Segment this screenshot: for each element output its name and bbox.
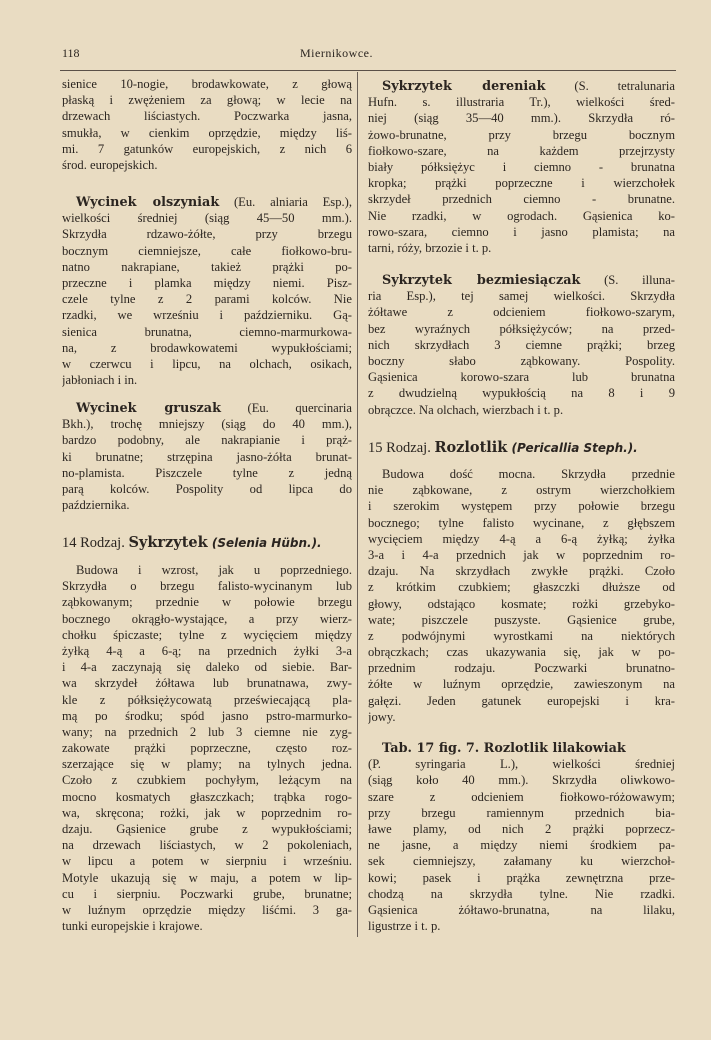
text-line (368, 918, 675, 934)
text-line (62, 708, 352, 724)
paragraph (368, 740, 675, 934)
line-text: ząbkowanym; przednie w połowie brzegu (62, 595, 352, 610)
species-name: Sykrzytek dereniak (382, 79, 546, 94)
line-text: z dwudzielną wypukłością na 8 i 9 (368, 386, 675, 401)
heading-prefix: 15 Rodzaj. (368, 440, 435, 456)
heading-line (62, 533, 352, 553)
text-line (368, 693, 675, 709)
line-text: i 4-a zaczynają się daleko od siebie. Bar- (62, 660, 352, 675)
line-text: ligustrze i t. p. (368, 919, 441, 934)
heading-latin-name: (Pericallia Steph.). (507, 441, 638, 455)
heading-genus-name: Sykrzytek (128, 534, 208, 551)
line-text: chodzą na skrzydła tylne. Nie rzadki. (368, 886, 675, 901)
text-line (62, 740, 352, 756)
line-text: obrączkach; czas ukazywania się, jak w po- (368, 645, 675, 660)
species-name: Tab. 17 fig. 7. Rozlotlik lilakowiak (382, 741, 626, 756)
text-line (62, 756, 352, 772)
line-text: tarni, róży, brzozie i t. p. (368, 240, 492, 255)
line-text: mocno kosmatych głaszczkach; trąbka rogo- (62, 789, 352, 804)
line-text: drzewach liściastych. Poczwarka jasna, (62, 109, 352, 124)
line-text: jowy. (368, 709, 396, 724)
text-line (368, 531, 675, 547)
text-line (368, 110, 675, 126)
text-line (368, 224, 675, 240)
line-text: skrzydeł przednich ciemno - brunatne. (368, 192, 675, 207)
text-line (368, 740, 675, 756)
species-name: Sykrzytek bezmiesiączak (382, 273, 581, 288)
line-text: kowi; pasek i prążka zewnętrzna prze- (368, 870, 675, 885)
line-text: bardzo podobny, ale nakrapianie i prąż- (62, 433, 352, 448)
text-line (62, 356, 352, 372)
line-text: Budowa dość mocna. Skrzydła przednie (382, 467, 675, 481)
line-text: i szerokim występem przy połowie brzegu (368, 499, 675, 514)
text-line (62, 837, 352, 853)
text-line (62, 465, 352, 481)
text-line (368, 498, 675, 514)
line-text: ki brunatne; strzępina jasno-żółta brunat- (62, 449, 352, 464)
paragraph (368, 466, 675, 725)
paragraph (62, 76, 352, 173)
text-line (368, 837, 675, 853)
text-line (368, 466, 675, 482)
text-line (62, 918, 352, 934)
text-line (368, 369, 675, 385)
text-line (62, 291, 352, 307)
line-text: bocznego okrągło-wystające, a przy wierz- (62, 611, 352, 626)
text-line (368, 709, 675, 725)
line-text: ławe plamy, od nich 2 prążki poprzecz- (368, 821, 675, 836)
line-text: głowy, odstająco kosmate; rożki grzebyko- (368, 596, 675, 611)
line-text: Gąsienica korowo-szara lub brunatna (368, 370, 675, 385)
heading-latin-name: (Selenia Hübn.). (207, 536, 322, 550)
text-line (62, 578, 352, 594)
running-title: Miernikowce. (300, 46, 373, 60)
line-text: tunki europejskie i krajowe. (62, 919, 203, 934)
text-line (368, 191, 675, 207)
text-line (62, 724, 352, 740)
text-line (62, 902, 352, 918)
line-text: niej (siąg 35—40 mm.). Skrzydła ró- (368, 111, 675, 126)
text-line (62, 432, 352, 448)
text-line (62, 449, 352, 465)
text-line (62, 594, 352, 610)
text-line (368, 870, 675, 886)
text-line (62, 194, 352, 210)
text-line (62, 481, 352, 497)
text-line (62, 821, 352, 837)
line-text: rzadki, we wrześniu i październiku. Gą- (62, 308, 352, 323)
line-text: Bkh.), trochę mniejszy (siąg do 40 mm.), (62, 417, 352, 432)
text-line (368, 612, 675, 628)
text-line (368, 515, 675, 531)
text-line (368, 208, 675, 224)
species-name: Wycinek olszyniak (76, 195, 220, 210)
text-line (368, 886, 675, 902)
line-text: no-plamista. Piszczele tylne z jedną (62, 465, 352, 480)
heading-genus-name: Rozlotlik (434, 439, 508, 456)
line-text: dzaju. Gąsienice grube z wypukłościami; (62, 822, 352, 836)
header-rule (60, 70, 676, 71)
line-text: przednim rodzaju. Poczwarki brunatno- (368, 661, 675, 676)
text-line (62, 210, 352, 226)
text-line (368, 240, 675, 256)
text-line (62, 789, 352, 805)
line-text: gałęzi. Jeden gatunek europejski i kra- (368, 693, 675, 708)
text-line (62, 627, 352, 643)
text-line (368, 628, 675, 644)
line-text: Motyle ukazują się w maju, a potem w lip- (62, 870, 352, 885)
line-text: natno nakrapiane, takież prążki po- (62, 259, 352, 274)
text-line (368, 756, 675, 772)
text-line (62, 340, 352, 356)
line-text: sienica brunatna, ciemno-marmurkowa- (62, 324, 352, 339)
text-line (368, 805, 675, 821)
text-line (62, 692, 352, 708)
line-text: fiołkowo-szare, na każdem przejrzysty (368, 143, 675, 158)
line-text: ria Esp.), tej samej wielkości. Skrzydła (368, 289, 675, 304)
text-line (368, 547, 675, 563)
line-text: Nie rzadki, w ogrodach. Gąsienica ko- (368, 208, 675, 223)
line-text: rowo-szara, ciemno i jasno plamista; na (368, 224, 675, 239)
line-text: płaską i zwężeniem za głową; w lecie na (62, 93, 352, 108)
paragraph (62, 194, 352, 388)
line-text: bez wyraźnych półksiężyców; na przed- (368, 321, 675, 336)
text-line (368, 288, 675, 304)
line-text: wa skrzydeł żółtawa lub brunatnawa, zwy- (62, 676, 352, 691)
line-text: wycięciem między 4-ą a 6-ą żyłką; żyłka (368, 531, 675, 546)
text-line (368, 353, 675, 369)
text-line (62, 675, 352, 691)
line-text: wa, skręcona; rożki, jak w poprzednim ro- (62, 805, 352, 820)
line-text: (siąg koło 40 mm.). Skrzydła oliwkowo- (368, 773, 675, 788)
text-line (62, 805, 352, 821)
text-line (62, 243, 352, 259)
paragraph (368, 272, 675, 418)
line-text: Budowa i wzrost, jak u poprzedniego. (76, 563, 352, 577)
text-line (62, 562, 352, 578)
text-line (62, 108, 352, 124)
heading-prefix: 14 Rodzaj. (62, 535, 129, 551)
line-text: szerzające się w plamy; na tylnych jedna. (62, 757, 352, 772)
column-divider (357, 72, 358, 937)
paragraph (62, 562, 352, 934)
line-text: 3-a i 4-a przednich jak w poprzednim ro- (368, 547, 675, 562)
line-text: zakowate prążki poprzeczne, często roz- (62, 741, 352, 756)
text-line (62, 275, 352, 291)
text-line (368, 385, 675, 401)
line-text: parą kolców. Pospolity od lipca do (62, 481, 352, 496)
text-line (368, 772, 675, 788)
text-line (368, 853, 675, 869)
text-line (62, 886, 352, 902)
text-line (368, 579, 675, 595)
line-text: (Eu. quercinaria (220, 401, 352, 415)
line-text: w luźnym oprzędzie między liśćmi. 3 ga- (62, 902, 352, 917)
line-text: z podwójnymi wyrostkami na niektórych (368, 628, 675, 643)
line-text: kle z półksiężycowatą przeświecającą pla- (62, 692, 352, 707)
line-text: cu i sierpniu. Poczwarki grube, brunatne; (62, 886, 352, 901)
text-line (368, 143, 675, 159)
species-name: Wycinek gruszak (76, 401, 221, 416)
line-text: chołku śpiczaste; tylne z wycięciem między (62, 627, 352, 642)
line-text: wielkości średniej (siąg 45—50 mm.). (62, 211, 352, 226)
text-line (368, 127, 675, 143)
paragraph (62, 400, 352, 513)
text-line (368, 644, 675, 660)
text-line (368, 159, 675, 175)
line-text: Skrzydła o brzegu falisto-wycinanym lub (62, 579, 352, 594)
line-text: Gąsienica żółtawo-brunatna, na lilaku, (368, 902, 675, 917)
text-line (62, 307, 352, 323)
line-text: smukła, w cienkim oprzędzie, między liś- (62, 125, 352, 140)
section-heading (368, 438, 675, 458)
text-line (62, 259, 352, 275)
line-text: żyłką 4-ą a 6-ą; na przednich żyłki 3-a (62, 643, 352, 658)
line-text: października. (62, 498, 130, 513)
line-text: wany; na przednich 2 lub 3 ciemne nie zyg- (62, 724, 352, 739)
line-text: żowo-brunatne, przy brzegu bocznym (368, 127, 675, 142)
line-text: obrączce. Na olchach, wierzbach i t. p. (368, 402, 564, 417)
line-text: mi. 7 gatunków europejskich, z nich 6 (62, 141, 352, 156)
line-text: bocznego; tylne falisto wycinane, z głębszem (368, 515, 675, 530)
text-line (368, 304, 675, 320)
text-line (62, 870, 352, 886)
text-line (368, 789, 675, 805)
line-text: kropka; prążki poprzeczne i wierzchołek (368, 176, 675, 191)
line-text: nie ząbkowane, z ostrym wierzchołkiem (368, 483, 675, 498)
line-text: przy brzegu ramiennym przednich bia- (368, 805, 675, 820)
line-text: żółtawe z odcieniem fiołkowo-szarym, (368, 305, 675, 320)
line-text: (P. syringaria L.), wielkości średniej (368, 757, 675, 772)
line-text: (S. illuna- (580, 273, 675, 287)
line-text: żółte w luźnym oprzędzie, zawieszonym na (368, 677, 675, 692)
text-line (62, 157, 352, 173)
text-line (368, 563, 675, 579)
line-text: Skrzydła rdzawo-żółte, przy brzegu (62, 227, 352, 242)
line-text: z krótkim czubkiem; głaszczki dłuższe od (368, 580, 675, 595)
paragraph (368, 78, 675, 256)
line-text: w lipcu a potem w sierpniu i wrześniu. (62, 854, 352, 869)
text-line (62, 853, 352, 869)
line-text: w czerwcu i lipcu, na olchach, osikach, (62, 356, 352, 371)
text-line (368, 272, 675, 288)
text-line (62, 772, 352, 788)
text-line (62, 226, 352, 242)
text-line (368, 78, 675, 94)
text-line (62, 659, 352, 675)
line-text: boczny słabo ząbkowany. Pospolity. (368, 353, 675, 368)
text-line (368, 596, 675, 612)
line-text: czele tylne z 2 parami kolców. Nie (62, 292, 352, 307)
line-text: nich skrzydłach 3 ciemne prążki; brzeg (368, 337, 675, 352)
line-text: wate; piszczele puszyste. Gąsienice grube, (368, 612, 675, 627)
line-text: (S. tetralunaria (545, 79, 675, 93)
line-text: (Eu. alniaria Esp.), (219, 195, 352, 209)
line-text: bocznym ciemniejsze, całe fiołkowo-bru- (62, 243, 352, 258)
text-line (62, 141, 352, 157)
text-line (368, 660, 675, 676)
text-line (368, 94, 675, 110)
text-line (62, 643, 352, 659)
text-line (368, 337, 675, 353)
page-number: 118 (62, 46, 80, 60)
text-line (62, 400, 352, 416)
line-text: jabłoniach i in. (62, 373, 138, 388)
line-text: Czoło z czubkiem pochyłym, leżącym na (62, 773, 352, 788)
line-text: Hufn. s. illustraria Tr.), wielkości śred- (368, 95, 675, 110)
text-line (62, 372, 352, 388)
section-heading (62, 533, 352, 553)
text-line (368, 175, 675, 191)
text-line (368, 902, 675, 918)
line-text: dzaju. Na skrzydłach zwykłe prążki. Czoło (368, 564, 675, 579)
text-line (368, 821, 675, 837)
line-text: środ. europejskich. (62, 157, 158, 172)
heading-line (368, 438, 675, 458)
text-line (368, 482, 675, 498)
line-text: na, z brodawkowatemi wypukłościami; (62, 340, 352, 355)
text-line (62, 416, 352, 432)
line-text: sienice 10-nogie, brodawkowate, z głową (62, 77, 352, 91)
text-line (62, 497, 352, 513)
text-line (368, 402, 675, 418)
line-text: szare z odcieniem fiołkowo-różowawym; (368, 789, 675, 804)
line-text: przeczne i plamka między niemi. Pisz- (62, 275, 352, 290)
text-line (62, 76, 352, 92)
text-line (368, 676, 675, 692)
text-line (62, 324, 352, 340)
text-line (62, 125, 352, 141)
text-line (368, 321, 675, 337)
line-text: na drzewach liściastych, w 2 pokoleniach, (62, 838, 352, 853)
text-line (62, 92, 352, 108)
line-text: sek ciemniejszy, załamany ku wierzchoł- (368, 854, 675, 869)
line-text: mą po środku; spód jasno pstro-marmurko- (62, 708, 352, 723)
line-text: ne jasne, a między niemi środkiem pa- (368, 838, 675, 853)
text-line (62, 611, 352, 627)
line-text: biały półksiężyc i ciemno - brunatna (368, 159, 675, 174)
